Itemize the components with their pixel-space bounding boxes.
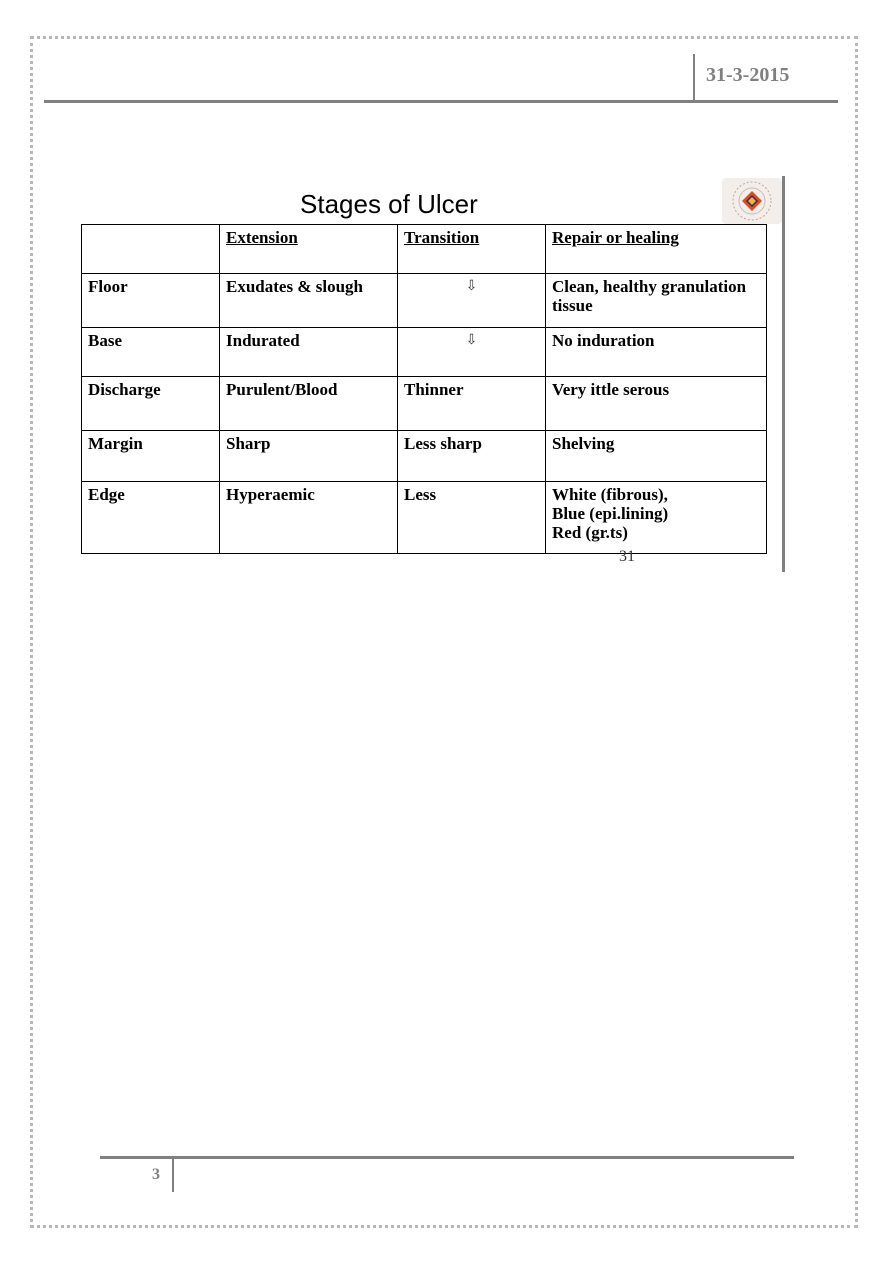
repair-cell: Very ittle serous [546, 377, 767, 431]
repair-cell: No induration [546, 328, 767, 377]
table-header-row [82, 225, 767, 274]
header-rule [44, 100, 838, 103]
extension-cell: Hyperaemic [220, 482, 398, 554]
row-label: Edge [82, 482, 220, 554]
ulcer-stages-table [81, 224, 767, 554]
row-label: Margin [82, 431, 220, 482]
logo [722, 178, 782, 224]
table-row [82, 328, 767, 377]
header-cell-blank [82, 225, 220, 274]
repair-cell [546, 482, 767, 554]
footer-page-number: 3 [152, 1166, 160, 1183]
row-label: Floor [82, 274, 220, 328]
repair-cell: Shelving [546, 431, 767, 482]
table-row [82, 377, 767, 431]
header-divider [693, 54, 695, 102]
row-label: Discharge [82, 377, 220, 431]
slide-number: 31 [619, 548, 635, 565]
repair-line: Red (gr.ts) [552, 523, 628, 542]
header-date: 31-3-2015 [706, 64, 790, 86]
footer-divider [172, 1158, 174, 1192]
header-cell-repair: Repair or healing [546, 225, 767, 274]
down-arrow-icon: ⇩ [398, 274, 546, 328]
down-arrow-icon: ⇩ [398, 328, 546, 377]
extension-cell: Sharp [220, 431, 398, 482]
extension-cell: Exudates & slough [220, 274, 398, 328]
header-cell-extension: Extension [220, 225, 398, 274]
extension-cell: Purulent/Blood [220, 377, 398, 431]
extension-cell: Indurated [220, 328, 398, 377]
table-row [82, 431, 767, 482]
transition-cell: Thinner [398, 377, 546, 431]
transition-cell: Less sharp [398, 431, 546, 482]
header-cell-transition: Transition [398, 225, 546, 274]
slide-edge-bar [782, 176, 785, 572]
footer-rule [100, 1156, 794, 1159]
transition-cell: Less [398, 482, 546, 554]
slide-title: Stages of Ulcer [300, 189, 478, 219]
row-label: Base [82, 328, 220, 377]
slide-image [78, 176, 786, 572]
logo-emblem-icon [722, 178, 782, 224]
table-row [82, 274, 767, 328]
table-row [82, 482, 767, 554]
repair-line: White (fibrous), [552, 485, 668, 504]
repair-cell: Clean, healthy granulation tissue [546, 274, 767, 328]
repair-line: Blue (epi.lining) [552, 504, 669, 523]
